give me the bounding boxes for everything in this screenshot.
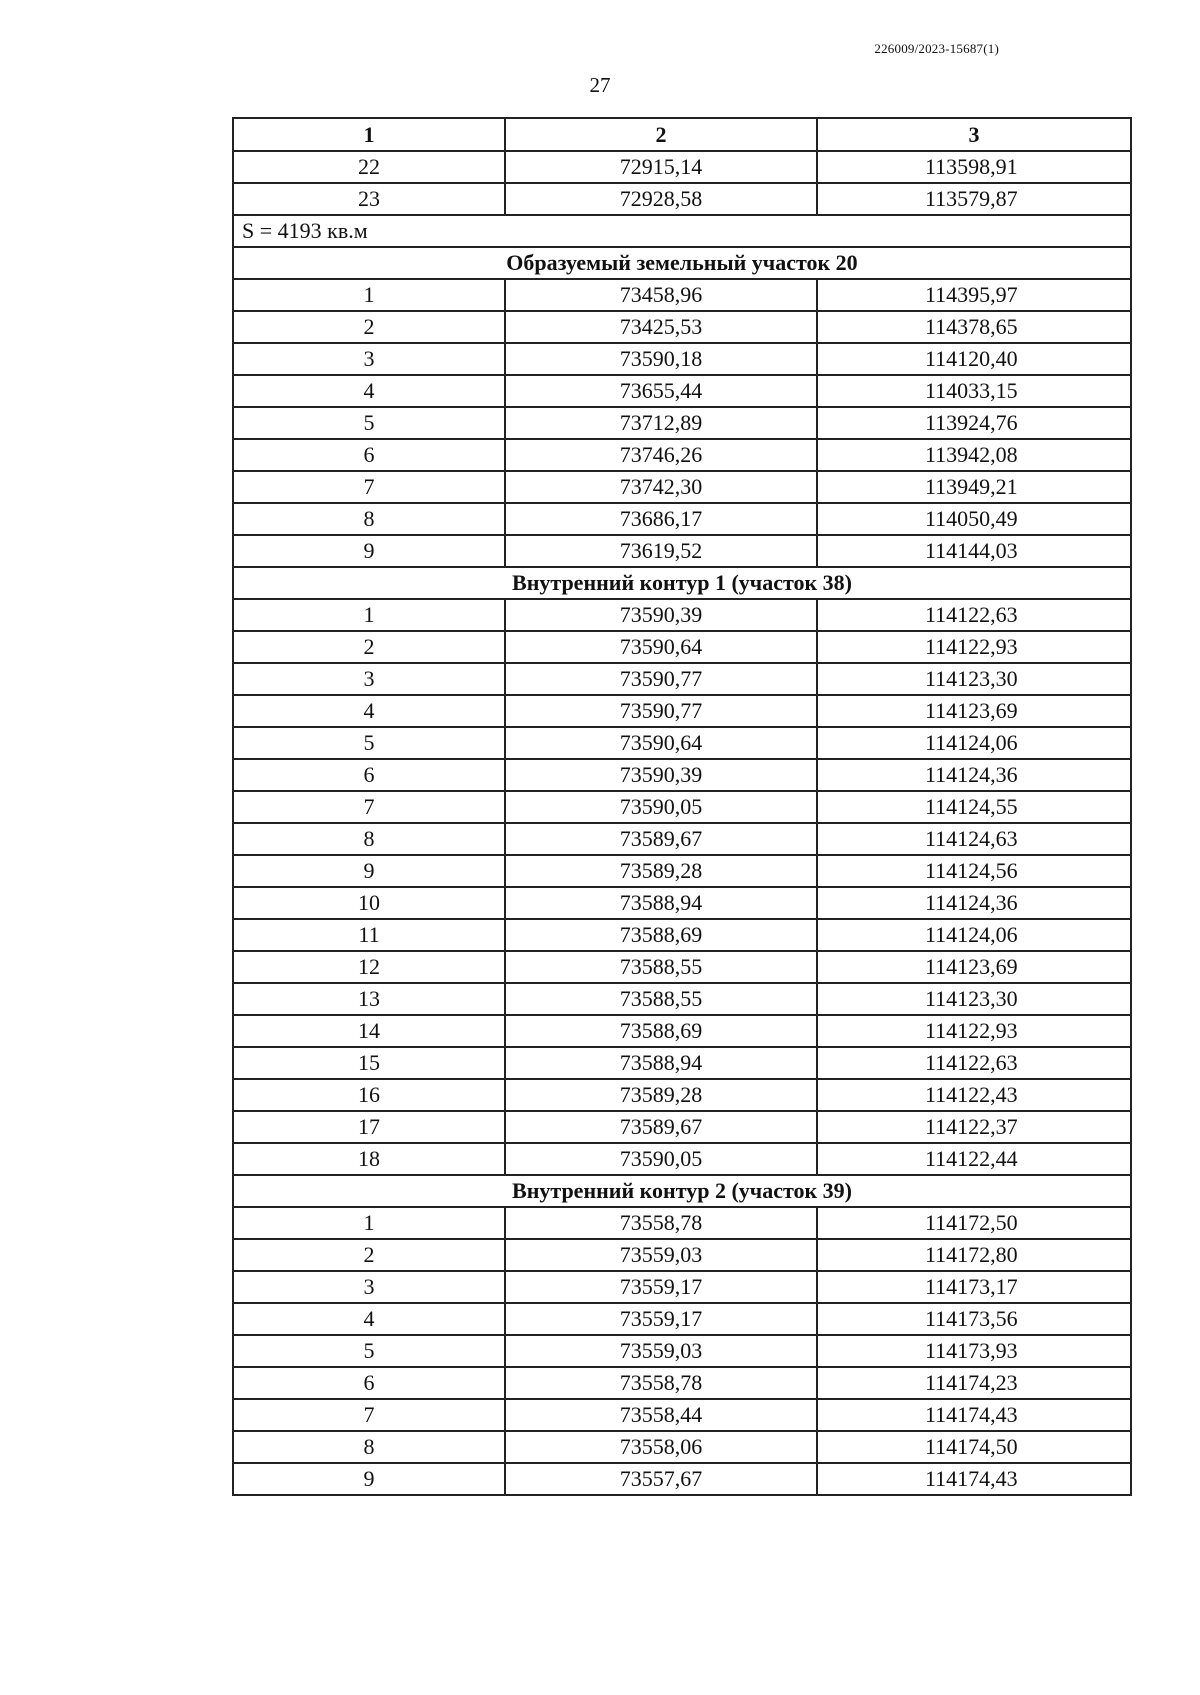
point-number-cell: 5 <box>233 1335 505 1367</box>
table-row <box>233 151 1131 183</box>
x-coordinate-cell: 73559,17 <box>505 1271 817 1303</box>
table-row <box>233 1367 1131 1399</box>
point-number-cell: 4 <box>233 375 505 407</box>
y-coordinate-cell: 114122,93 <box>817 1015 1131 1047</box>
y-coordinate-cell: 114122,43 <box>817 1079 1131 1111</box>
y-coordinate-cell: 114395,97 <box>817 279 1131 311</box>
table-row <box>233 1015 1131 1047</box>
point-number-cell: 4 <box>233 695 505 727</box>
point-number-cell: 4 <box>233 1303 505 1335</box>
y-coordinate-cell: 114123,69 <box>817 951 1131 983</box>
table-row <box>233 791 1131 823</box>
y-coordinate-cell: 113579,87 <box>817 183 1131 215</box>
point-number-cell: 2 <box>233 311 505 343</box>
y-coordinate-cell: 114144,03 <box>817 535 1131 567</box>
x-coordinate-cell: 73712,89 <box>505 407 817 439</box>
y-coordinate-cell: 113942,08 <box>817 439 1131 471</box>
section-heading-row <box>233 247 1131 279</box>
table-row <box>233 695 1131 727</box>
x-coordinate-cell: 73590,64 <box>505 631 817 663</box>
y-coordinate-cell: 114123,30 <box>817 663 1131 695</box>
header-col-3: 3 <box>817 118 1131 151</box>
table-row <box>233 1079 1131 1111</box>
y-coordinate-cell: 114120,40 <box>817 343 1131 375</box>
table-row <box>233 855 1131 887</box>
y-coordinate-cell: 114033,15 <box>817 375 1131 407</box>
y-coordinate-cell: 114122,93 <box>817 631 1131 663</box>
y-coordinate-cell: 114173,17 <box>817 1271 1131 1303</box>
point-number-cell: 3 <box>233 663 505 695</box>
x-coordinate-cell: 73558,06 <box>505 1431 817 1463</box>
table-row <box>233 1463 1131 1495</box>
table-row <box>233 535 1131 567</box>
y-coordinate-cell: 114173,56 <box>817 1303 1131 1335</box>
x-coordinate-cell: 73590,39 <box>505 599 817 631</box>
header-col-2: 2 <box>505 118 817 151</box>
y-coordinate-cell: 114122,37 <box>817 1111 1131 1143</box>
section-heading: Внутренний контур 1 (участок 38) <box>233 567 1131 599</box>
section-heading: Образуемый земельный участок 20 <box>233 247 1131 279</box>
point-number-cell: 8 <box>233 823 505 855</box>
table-row <box>233 1143 1131 1175</box>
area-value: S = 4193 кв.м <box>233 215 1131 247</box>
x-coordinate-cell: 73558,78 <box>505 1207 817 1239</box>
page-number: 27 <box>589 73 611 97</box>
y-coordinate-cell: 114174,23 <box>817 1367 1131 1399</box>
x-coordinate-cell: 73742,30 <box>505 471 817 503</box>
coordinates-table <box>232 117 1132 1496</box>
point-number-cell: 6 <box>233 759 505 791</box>
header-col-1: 1 <box>233 118 505 151</box>
y-coordinate-cell: 113598,91 <box>817 151 1131 183</box>
x-coordinate-cell: 73458,96 <box>505 279 817 311</box>
y-coordinate-cell: 114173,93 <box>817 1335 1131 1367</box>
point-number-cell: 8 <box>233 503 505 535</box>
y-coordinate-cell: 114124,36 <box>817 759 1131 791</box>
point-number-cell: 1 <box>233 1207 505 1239</box>
area-row <box>233 215 1131 247</box>
x-coordinate-cell: 73588,94 <box>505 887 817 919</box>
table-row <box>233 1271 1131 1303</box>
table-header <box>233 118 1131 151</box>
y-coordinate-cell: 114172,80 <box>817 1239 1131 1271</box>
y-coordinate-cell: 114124,06 <box>817 919 1131 951</box>
y-coordinate-cell: 114124,06 <box>817 727 1131 759</box>
x-coordinate-cell: 73558,78 <box>505 1367 817 1399</box>
table-row <box>233 759 1131 791</box>
point-number-cell: 11 <box>233 919 505 951</box>
x-coordinate-cell: 73590,18 <box>505 343 817 375</box>
x-coordinate-cell: 73559,03 <box>505 1239 817 1271</box>
x-coordinate-cell: 73590,77 <box>505 695 817 727</box>
y-coordinate-cell: 114122,44 <box>817 1143 1131 1175</box>
table-row <box>233 1111 1131 1143</box>
table-row <box>233 983 1131 1015</box>
point-number-cell: 6 <box>233 1367 505 1399</box>
point-number-cell: 7 <box>233 791 505 823</box>
x-coordinate-cell: 73588,55 <box>505 983 817 1015</box>
y-coordinate-cell: 114123,69 <box>817 695 1131 727</box>
x-coordinate-cell: 73425,53 <box>505 311 817 343</box>
x-coordinate-cell: 73559,17 <box>505 1303 817 1335</box>
table-row <box>233 823 1131 855</box>
y-coordinate-cell: 114122,63 <box>817 1047 1131 1079</box>
point-number-cell: 16 <box>233 1079 505 1111</box>
x-coordinate-cell: 73557,67 <box>505 1463 817 1495</box>
y-coordinate-cell: 113924,76 <box>817 407 1131 439</box>
x-coordinate-cell: 73746,26 <box>505 439 817 471</box>
x-coordinate-cell: 73686,17 <box>505 503 817 535</box>
table-row <box>233 1335 1131 1367</box>
section-heading: Внутренний контур 2 (участок 39) <box>233 1175 1131 1207</box>
table-row <box>233 1303 1131 1335</box>
y-coordinate-cell: 114174,43 <box>817 1463 1131 1495</box>
table-row <box>233 919 1131 951</box>
x-coordinate-cell: 73558,44 <box>505 1399 817 1431</box>
table-row <box>233 663 1131 695</box>
x-coordinate-cell: 73589,28 <box>505 1079 817 1111</box>
x-coordinate-cell: 73589,67 <box>505 1111 817 1143</box>
y-coordinate-cell: 114378,65 <box>817 311 1131 343</box>
table-row <box>233 407 1131 439</box>
y-coordinate-cell: 114124,55 <box>817 791 1131 823</box>
table-row <box>233 503 1131 535</box>
table-row <box>233 727 1131 759</box>
table-row <box>233 375 1131 407</box>
x-coordinate-cell: 73559,03 <box>505 1335 817 1367</box>
point-number-cell: 23 <box>233 183 505 215</box>
point-number-cell: 3 <box>233 1271 505 1303</box>
point-number-cell: 10 <box>233 887 505 919</box>
x-coordinate-cell: 72928,58 <box>505 183 817 215</box>
point-number-cell: 22 <box>233 151 505 183</box>
table-row <box>233 279 1131 311</box>
table-row <box>233 1239 1131 1271</box>
point-number-cell: 14 <box>233 1015 505 1047</box>
point-number-cell: 5 <box>233 727 505 759</box>
header-row <box>233 118 1131 151</box>
table-row <box>233 1207 1131 1239</box>
point-number-cell: 8 <box>233 1431 505 1463</box>
table-body <box>233 151 1131 1495</box>
point-number-cell: 12 <box>233 951 505 983</box>
point-number-cell: 3 <box>233 343 505 375</box>
y-coordinate-cell: 114050,49 <box>817 503 1131 535</box>
x-coordinate-cell: 73588,55 <box>505 951 817 983</box>
table-row <box>233 951 1131 983</box>
point-number-cell: 7 <box>233 1399 505 1431</box>
point-number-cell: 6 <box>233 439 505 471</box>
point-number-cell: 17 <box>233 1111 505 1143</box>
x-coordinate-cell: 73588,69 <box>505 1015 817 1047</box>
table-row <box>233 599 1131 631</box>
table-row <box>233 311 1131 343</box>
y-coordinate-cell: 114172,50 <box>817 1207 1131 1239</box>
table-row <box>233 1399 1131 1431</box>
point-number-cell: 1 <box>233 599 505 631</box>
table-row <box>233 343 1131 375</box>
point-number-cell: 2 <box>233 631 505 663</box>
section-heading-row <box>233 1175 1131 1207</box>
x-coordinate-cell: 72915,14 <box>505 151 817 183</box>
point-number-cell: 7 <box>233 471 505 503</box>
table-row <box>233 1431 1131 1463</box>
point-number-cell: 1 <box>233 279 505 311</box>
table-row <box>233 471 1131 503</box>
y-coordinate-cell: 114122,63 <box>817 599 1131 631</box>
table-row <box>233 183 1131 215</box>
x-coordinate-cell: 73590,77 <box>505 663 817 695</box>
section-heading-row <box>233 567 1131 599</box>
document-id: 226009/2023-15687(1) <box>874 41 999 56</box>
y-coordinate-cell: 114174,43 <box>817 1399 1131 1431</box>
point-number-cell: 15 <box>233 1047 505 1079</box>
y-coordinate-cell: 114124,36 <box>817 887 1131 919</box>
x-coordinate-cell: 73589,28 <box>505 855 817 887</box>
point-number-cell: 18 <box>233 1143 505 1175</box>
x-coordinate-cell: 73655,44 <box>505 375 817 407</box>
x-coordinate-cell: 73589,67 <box>505 823 817 855</box>
y-coordinate-cell: 113949,21 <box>817 471 1131 503</box>
point-number-cell: 2 <box>233 1239 505 1271</box>
y-coordinate-cell: 114123,30 <box>817 983 1131 1015</box>
x-coordinate-cell: 73590,05 <box>505 791 817 823</box>
y-coordinate-cell: 114174,50 <box>817 1431 1131 1463</box>
y-coordinate-cell: 114124,63 <box>817 823 1131 855</box>
point-number-cell: 13 <box>233 983 505 1015</box>
point-number-cell: 9 <box>233 1463 505 1495</box>
table-row <box>233 1047 1131 1079</box>
y-coordinate-cell: 114124,56 <box>817 855 1131 887</box>
table-row <box>233 631 1131 663</box>
table-row <box>233 887 1131 919</box>
point-number-cell: 9 <box>233 855 505 887</box>
x-coordinate-cell: 73619,52 <box>505 535 817 567</box>
x-coordinate-cell: 73588,69 <box>505 919 817 951</box>
x-coordinate-cell: 73588,94 <box>505 1047 817 1079</box>
x-coordinate-cell: 73590,39 <box>505 759 817 791</box>
point-number-cell: 5 <box>233 407 505 439</box>
x-coordinate-cell: 73590,05 <box>505 1143 817 1175</box>
x-coordinate-cell: 73590,64 <box>505 727 817 759</box>
point-number-cell: 9 <box>233 535 505 567</box>
table-row <box>233 439 1131 471</box>
